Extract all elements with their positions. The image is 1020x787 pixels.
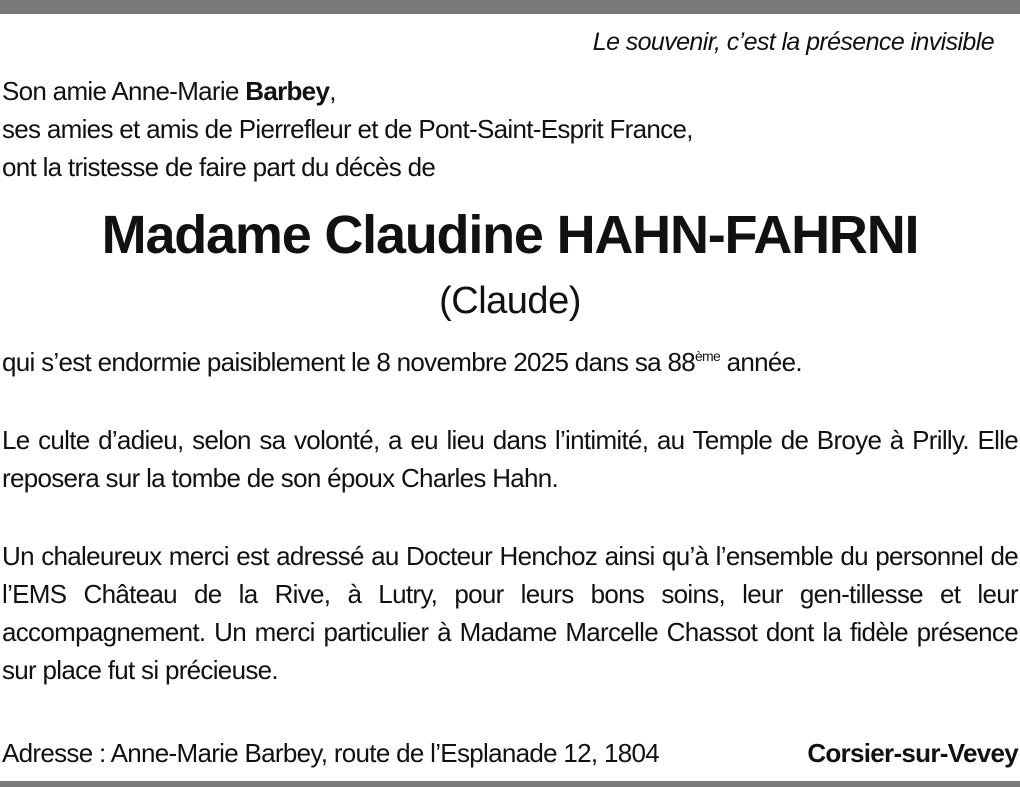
family-name: Barbey — [245, 76, 330, 106]
bottom-border — [0, 781, 1020, 787]
address-locality: Corsier-sur-Vevey — [807, 738, 1018, 768]
intro-line-2: ses amies et amis de Pierrefleur et de Pont-Saint-Esprit France, — [2, 114, 693, 144]
death-notice-line — [2, 343, 1018, 381]
address-line — [2, 734, 1018, 772]
intro-paragraph — [2, 72, 1018, 186]
motto: Le souvenir, c’est la présence invisible — [592, 28, 994, 56]
intro-line-3: ont la tristesse de faire part du décès de — [2, 152, 436, 182]
ceremony-paragraph: Le culte d’adieu, selon sa volonté, a eu lieu dans l’intimité, au Temple de Broye à Prilly. Elle reposera sur la tombe de son époux Charles Hahn. — [2, 425, 1018, 493]
intro-line-1-punct: , — [329, 76, 336, 106]
address-text: Adresse : Anne-Marie Barbey, route de l’Esplanade 12, 1804 — [2, 738, 660, 768]
death-notice-text: qui s’est endormie paisiblement le 8 novembre 2025 dans sa 88 — [2, 347, 695, 377]
top-border — [0, 0, 1020, 14]
thanks-paragraph: Un chaleureux merci est adressé au Docteur Henchoz ainsi qu’à l’ensemble du personnel de l’EMS Château de la Rive, à Lutry, pour leurs bons soins, leur gen-tillesse et leur accompagnement. Un merci particulier à Madame Marcelle Chassot dont la fidèle présence sur place fut si précieuse. — [2, 541, 1018, 685]
death-notice — [2, 343, 1018, 381]
intro-line-1-text: Son amie Anne-Marie — [2, 76, 246, 106]
deceased-nickname: (Claude) — [439, 280, 581, 322]
intro-line-1 — [2, 72, 1018, 110]
ordinal-superscript: ème — [694, 348, 721, 364]
death-notice-suffix: année. — [720, 347, 802, 377]
deceased-name: Madame Claudine HAHN-FAHRNI — [101, 205, 919, 265]
